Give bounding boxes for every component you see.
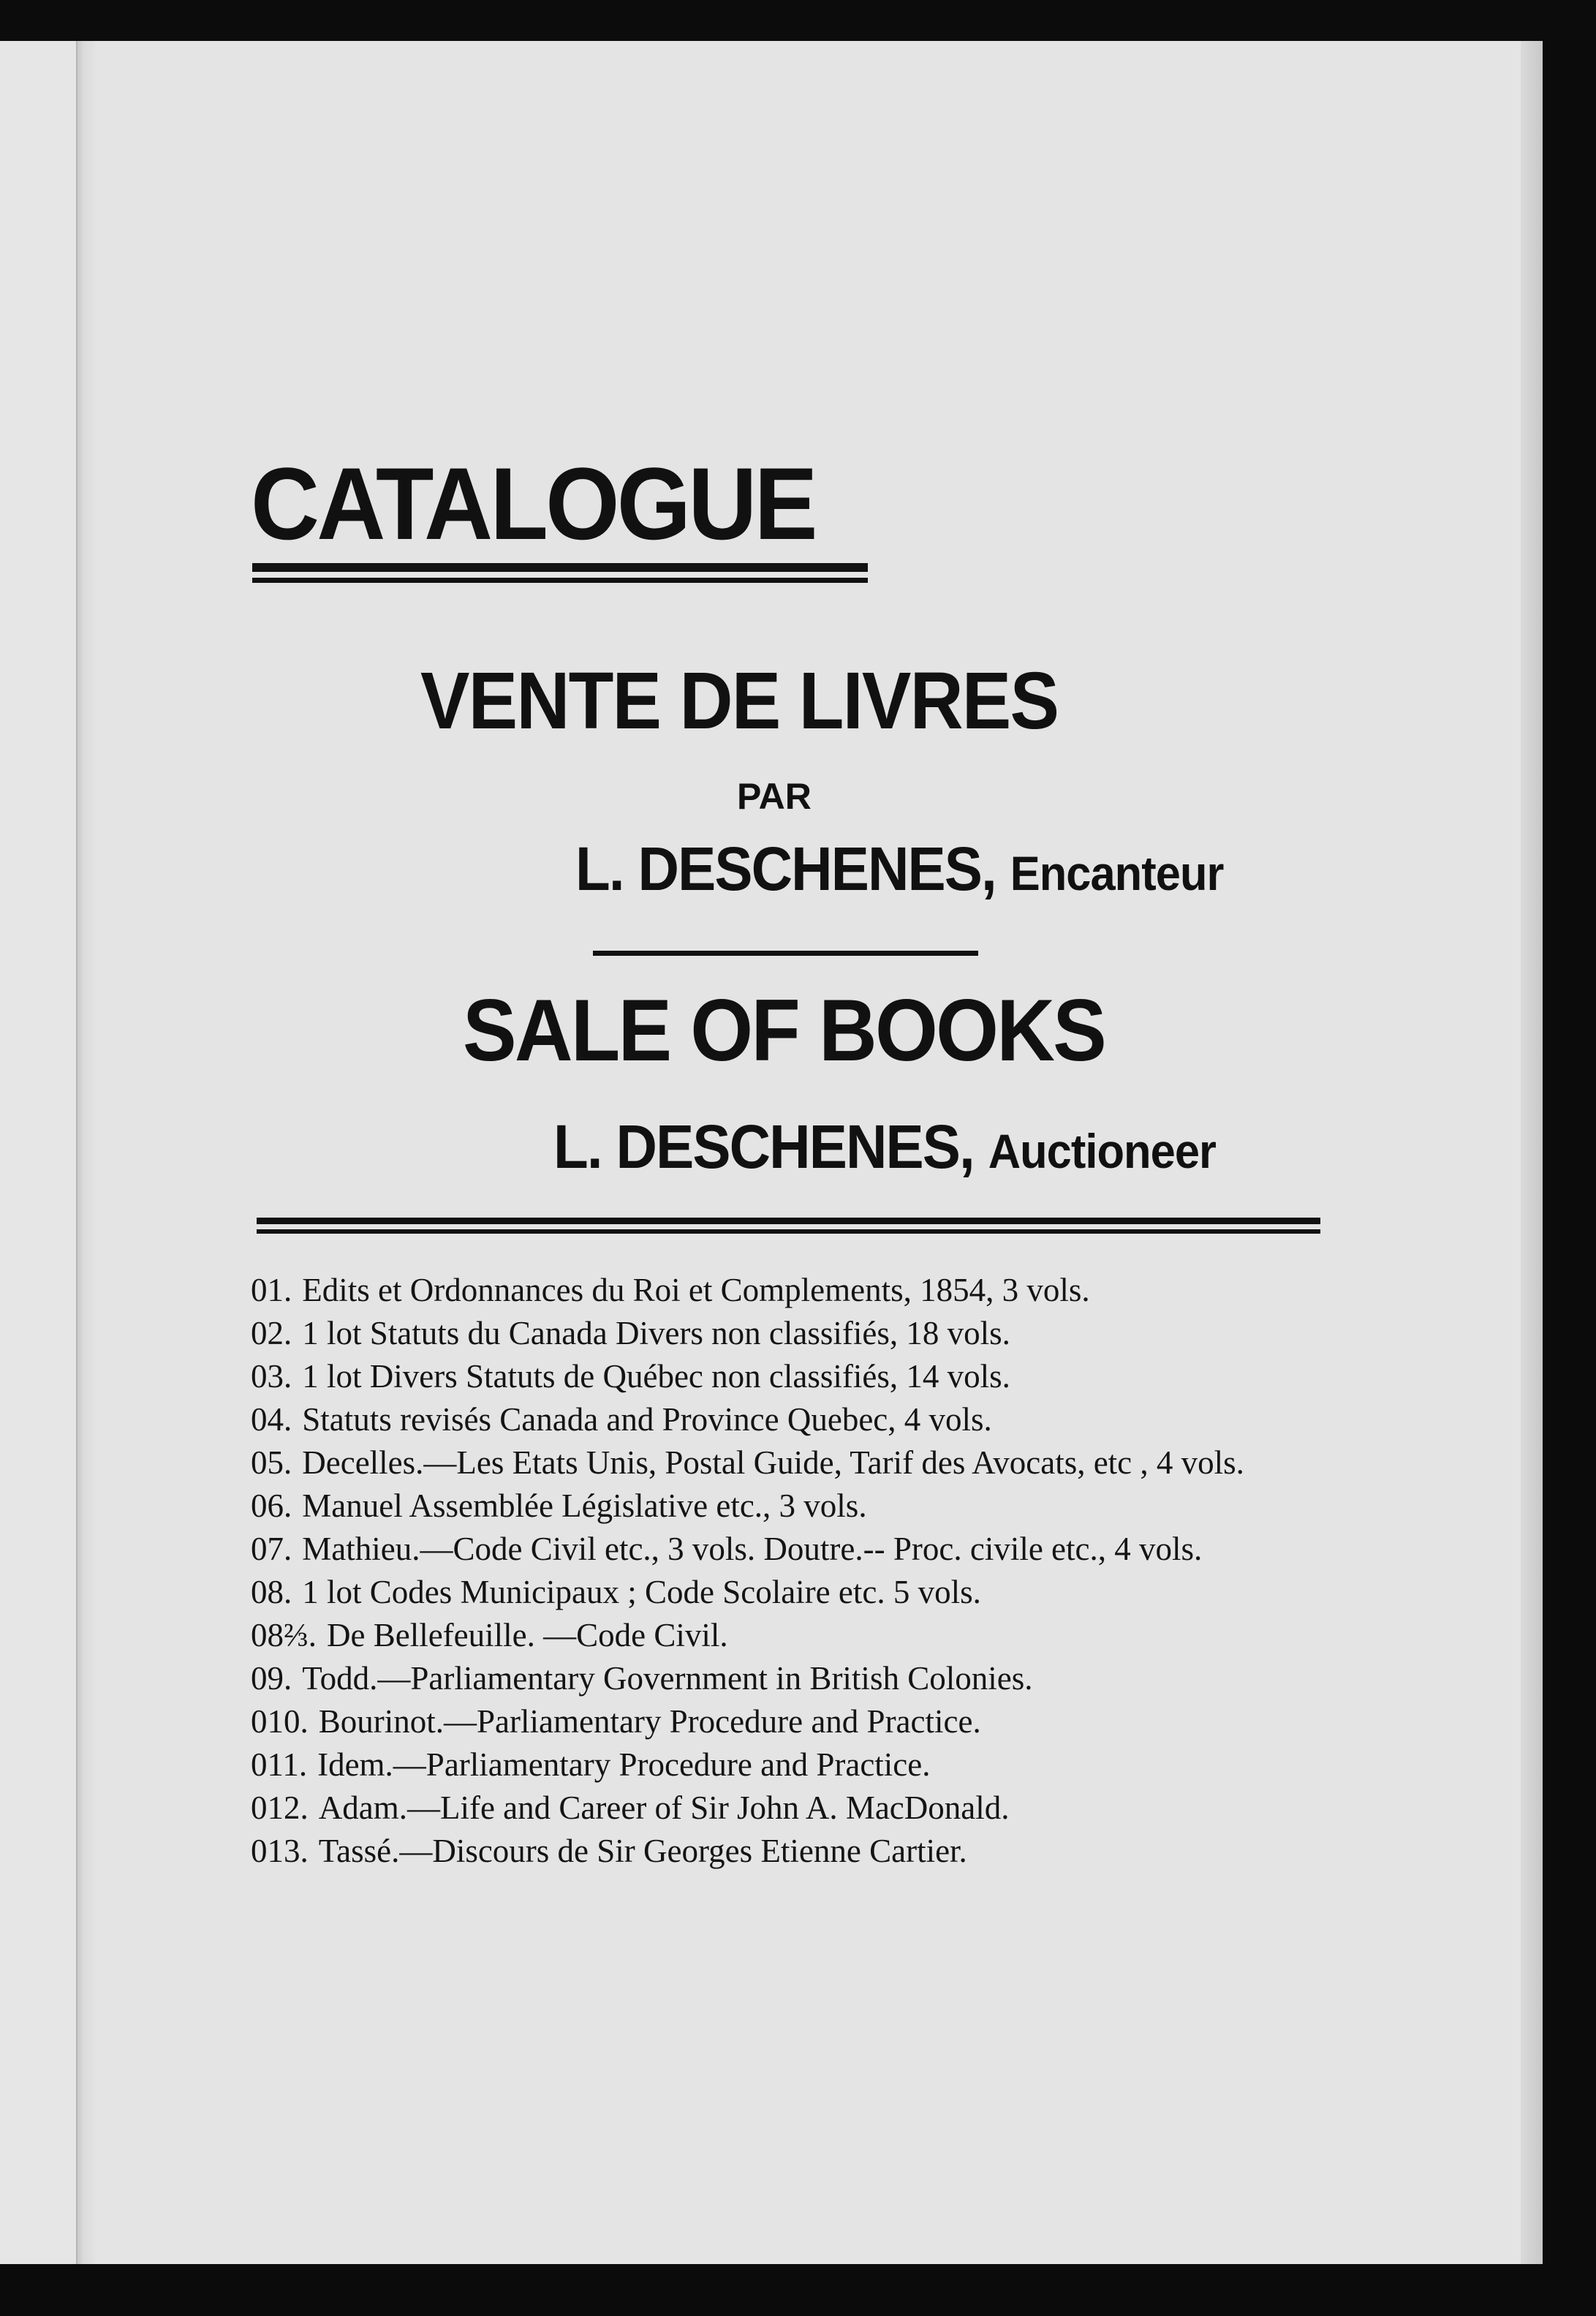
entry-text: 1 lot Codes Municipaux ; Code Scolaire etc. 5 vols. xyxy=(302,1574,981,1610)
title-rule-thin xyxy=(252,578,868,583)
french-sale-title: VENTE DE LIVRES xyxy=(420,656,1059,746)
entry-text: Decelles.—Les Etats Unis, Postal Guide, Tarif des Avocats, etc , 4 vols. xyxy=(302,1444,1244,1481)
catalogue-entry xyxy=(251,1614,1333,1657)
auctioneer-name-en: L. DESCHENES, xyxy=(553,1112,974,1181)
auctioneer-line-en xyxy=(553,1112,1216,1182)
entry-number: 011. xyxy=(251,1746,308,1783)
entry-number: 012. xyxy=(251,1789,309,1826)
auctioneer-line-fr xyxy=(575,834,1223,905)
entry-text: Statuts revisés Canada and Province Quebec, 4 vols. xyxy=(302,1401,992,1438)
entry-text: 1 lot Statuts du Canada Divers non classifiés, 18 vols. xyxy=(302,1315,1010,1351)
title-rule-thick xyxy=(252,563,868,572)
list-rule-thick xyxy=(257,1218,1320,1224)
catalogue-entry xyxy=(251,1312,1333,1355)
entry-text: Todd.—Parliamentary Government in British Colonies. xyxy=(302,1660,1033,1697)
catalogue-entry xyxy=(251,1787,1333,1830)
facing-page-edge xyxy=(0,41,76,2264)
entry-number: 02. xyxy=(251,1315,292,1351)
scan-border-top xyxy=(0,0,1596,41)
auctioneer-name-fr: L. DESCHENES, xyxy=(575,834,996,903)
catalogue-entry xyxy=(251,1269,1333,1312)
entry-text: Idem.—Parliamentary Procedure and Practice. xyxy=(317,1746,931,1783)
catalogue-title: CATALOGUE xyxy=(251,446,815,561)
entry-text: Manuel Assemblée Législative etc., 3 vols. xyxy=(302,1487,867,1524)
catalogue-entries xyxy=(251,1269,1333,1873)
auctioneer-role-en: Auctioneer xyxy=(988,1124,1216,1178)
section-divider xyxy=(593,951,978,956)
entry-number: 08⅔. xyxy=(251,1617,317,1653)
page-edge-shadow xyxy=(1521,41,1543,2264)
entry-text: 1 lot Divers Statuts de Québec non classifiés, 14 vols. xyxy=(302,1358,1010,1395)
catalogue-entry xyxy=(251,1441,1333,1485)
entry-number: 013. xyxy=(251,1833,309,1869)
catalogue-entry xyxy=(251,1485,1333,1528)
entry-number: 04. xyxy=(251,1401,292,1438)
entry-text: Bourinot.—Parliamentary Procedure and Practice. xyxy=(318,1703,981,1740)
catalogue-entry xyxy=(251,1743,1333,1787)
entry-text: Edits et Ordonnances du Roi et Complements, 1854, 3 vols. xyxy=(302,1272,1090,1308)
auctioneer-role-fr: Encanteur xyxy=(1010,846,1224,900)
entry-number: 07. xyxy=(251,1531,292,1567)
english-sale-title: SALE OF BOOKS xyxy=(463,981,1105,1079)
entry-text: Mathieu.—Code Civil etc., 3 vols. Doutre.-- Proc. civile etc., 4 vols. xyxy=(302,1531,1203,1567)
list-rule-thin xyxy=(257,1229,1320,1234)
catalogue-entry xyxy=(251,1571,1333,1614)
catalogue-entry xyxy=(251,1398,1333,1441)
entry-number: 01. xyxy=(251,1272,292,1308)
entry-text: De Bellefeuille. —Code Civil. xyxy=(327,1617,728,1653)
par-label: PAR xyxy=(737,776,812,817)
entry-number: 09. xyxy=(251,1660,292,1697)
entry-number: 05. xyxy=(251,1444,292,1481)
entry-text: Adam.—Life and Career of Sir John A. MacDonald. xyxy=(318,1789,1010,1826)
catalogue-entry xyxy=(251,1657,1333,1700)
entry-text: Tassé.—Discours de Sir Georges Etienne Cartier. xyxy=(318,1833,967,1869)
catalogue-entry xyxy=(251,1830,1333,1873)
entry-number: 06. xyxy=(251,1487,292,1524)
entry-number: 010. xyxy=(251,1703,309,1740)
page-gutter xyxy=(76,41,95,2264)
entry-number: 03. xyxy=(251,1358,292,1395)
catalogue-entry xyxy=(251,1700,1333,1743)
catalogue-entry xyxy=(251,1355,1333,1398)
entry-number: 08. xyxy=(251,1574,292,1610)
catalogue-entry xyxy=(251,1528,1333,1571)
